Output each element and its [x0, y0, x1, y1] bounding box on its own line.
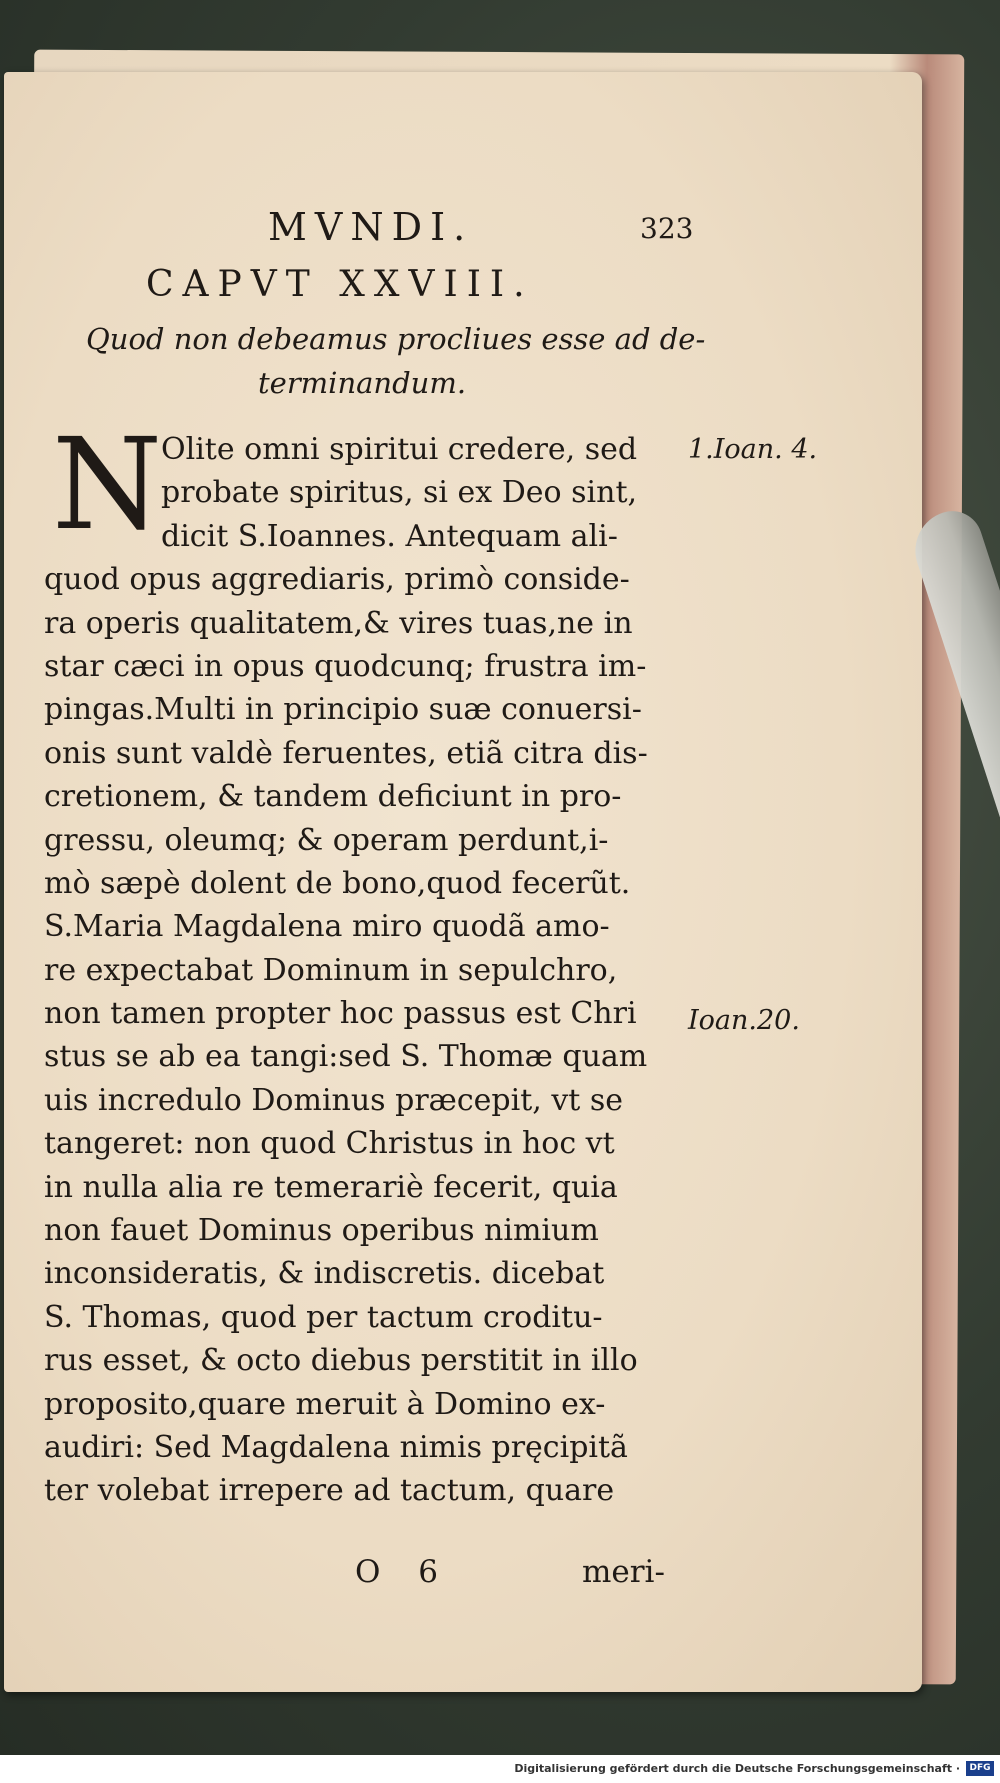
- catchword: meri-: [582, 1554, 665, 1590]
- body-line: in nulla alia re temerariè fecerit, quia: [44, 1169, 618, 1205]
- drop-cap: N: [52, 411, 163, 558]
- body-line: Olite omni spiritui credere, sed: [161, 432, 638, 467]
- margin-note-reference: Ioan.20.: [688, 1005, 800, 1036]
- body-text: [44, 428, 684, 1513]
- body-line: cretionem, & tandem deficiunt in pro-: [44, 779, 622, 815]
- body-line: proposito,quare meruit à Domino ex-: [44, 1386, 606, 1422]
- body-line: re expectabat Dominum in sepulchro,: [44, 952, 618, 988]
- body-line: star cæci in opus quodcunq; frustra im-: [44, 648, 647, 684]
- funding-credit: Digitalisierung gefördert durch die Deutsche Forschungsgemeinschaft ·: [514, 1762, 960, 1775]
- body-line: ra operis qualitatem,& vires tuas,ne in: [44, 605, 633, 641]
- body-line: non tamen propter hoc passus est Chri: [44, 996, 637, 1032]
- chapter-subtitle-line-1: Quod non debeamus procliues esse ad de-: [86, 322, 706, 356]
- page-number: 323: [640, 212, 694, 245]
- body-line: quod opus aggrediaris, primò conside-: [44, 562, 630, 598]
- body-line: tangeret: non quod Christus in hoc vt: [44, 1126, 615, 1162]
- body-line: onis sunt valdè feruentes, etiã citra dis-: [44, 735, 648, 771]
- chapter-heading: CAPVT XXVIII.: [146, 264, 534, 305]
- body-line: dicit S.Ioannes. Antequam ali-: [161, 518, 618, 554]
- body-line: probate spiritus, si ex Deo sint,: [161, 475, 638, 511]
- body-line: pingas.Multi in principio suæ conuersi-: [44, 692, 642, 728]
- body-line: stus se ab ea tangi:sed S. Thomæ quam: [44, 1039, 648, 1075]
- margin-note-reference: 1.Ioan. 4.: [688, 434, 818, 465]
- body-line: S.Maria Magdalena miro quodã amo-: [44, 909, 610, 945]
- body-line: audiri: Sed Magdalena nimis pręcipitã: [44, 1429, 628, 1465]
- body-line: inconsideratis, & indiscretis. dicebat: [44, 1256, 605, 1292]
- body-line: mò sæpè dolent de bono,quod fecerũt.: [44, 865, 631, 901]
- body-line: ter volebat irrepere ad tactum, quare: [44, 1473, 615, 1509]
- running-head: MVNDI.: [268, 205, 474, 249]
- body-line: gressu, oleumq; & operam perdunt,i-: [44, 822, 609, 858]
- chapter-subtitle-line-2: terminandum.: [258, 366, 467, 400]
- dfg-logo: DFG: [966, 1761, 994, 1776]
- body-line: rus esset, & octo diebus perstitit in illo: [44, 1343, 638, 1379]
- body-line: non fauet Dominus operibus nimium: [44, 1213, 599, 1249]
- signature-mark: O 6: [355, 1554, 452, 1590]
- body-line: S. Thomas, quod per tactum croditu-: [44, 1299, 603, 1335]
- body-line: uis incredulo Dominus præcepit, vt se: [44, 1082, 624, 1118]
